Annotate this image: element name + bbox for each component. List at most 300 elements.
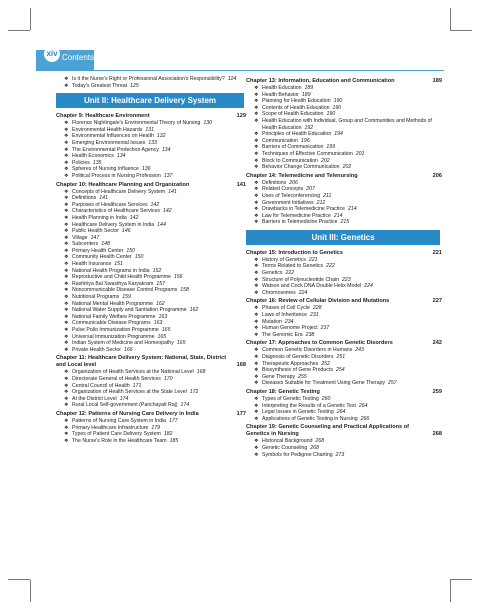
diamond-bullet-icon: ❖ [254,438,259,445]
chapter-heading[interactable] [56,411,246,418]
entry-page-number: 172 [189,389,199,396]
diamond-bullet-icon: ❖ [254,402,259,409]
diamond-bullet-icon: ❖ [64,76,69,82]
toc-entry[interactable] [56,235,246,242]
entry-title: Communication [262,137,299,144]
chapter-title: Chapter 18: Genetic Testing [246,388,320,395]
toc-entry[interactable] [246,396,442,403]
entry-title: Organization of Health Services at the National Level [72,369,194,376]
diamond-bullet-icon: ❖ [254,179,259,186]
entry-page-number: 190 [333,98,343,105]
entry-page-number: 134 [116,153,126,160]
crop-mark [30,580,31,602]
diamond-bullet-icon: ❖ [64,294,69,301]
diamond-bullet-icon: ❖ [254,91,259,98]
toc-entry[interactable] [246,92,442,99]
toc-entry[interactable] [56,376,246,383]
toc-entry[interactable] [56,195,246,202]
toc-entry[interactable] [56,431,246,438]
diamond-bullet-icon: ❖ [254,415,259,422]
diamond-bullet-icon: ❖ [254,85,259,91]
chapter-title: Chapter 14: Telemedicine and Telenursing [246,172,358,179]
entry-page-number: 131 [145,126,155,133]
entry-page-number: 125 [130,82,139,89]
toc-entry[interactable] [246,193,442,200]
diamond-bullet-icon: ❖ [64,320,69,327]
entry-title: Organization of Health Services at the State Level [72,389,187,396]
toc-entry[interactable] [246,111,442,118]
diamond-bullet-icon: ❖ [254,117,259,124]
diamond-bullet-icon: ❖ [64,340,69,347]
toc-entry[interactable] [246,200,442,207]
chapter-heading[interactable] [246,173,442,180]
diamond-bullet-icon: ❖ [254,367,259,374]
toc-entry[interactable] [246,374,442,381]
diamond-bullet-icon: ❖ [254,157,259,164]
entry-title: Today's Greatest Threat [72,82,128,89]
entry-title: Biosynthesis of Gene Products [262,367,333,374]
toc-left-column [56,76,246,444]
entry-page-number: 185 [169,437,179,444]
toc-entry[interactable] [56,76,246,83]
chapter-title: Chapter 9: Healthcare Environment [56,113,150,120]
entry-page-number: 206 [289,179,298,186]
entry-title: Environmental Influences on Health [72,133,154,140]
entry-title: Diagnosis of Genetic Disorders [262,354,334,360]
entry-title: Directorate General of Health Services [72,375,161,382]
entry-page-number: 196 [301,137,310,144]
entry-title: Policies [72,159,90,166]
entry-title: Health Planning in India [72,214,127,221]
diamond-bullet-icon: ❖ [64,188,69,195]
entry-title: Mutation [262,318,282,325]
entry-title: Political Process in Nursing Profession [72,172,161,179]
chapter-heading[interactable] [246,78,442,85]
entry-title: Diseases Suitable for Treatment Using Gene Therapy [262,380,386,387]
entry-title: Legal Issues in Genetic Testing [262,409,334,416]
chapter-title: Chapter 16: Review of Cellular Division and Mutations [246,298,390,305]
toc-entry[interactable] [56,301,246,308]
chapter-heading[interactable] [56,355,246,369]
entry-title: Phases of Cell Cycle [262,305,310,312]
toc-entry[interactable] [56,166,246,173]
entry-title: Health Behavior [262,91,299,98]
toc-entry[interactable] [246,332,442,339]
diamond-bullet-icon: ❖ [254,219,259,226]
diamond-bullet-icon: ❖ [254,111,259,118]
entry-title: Florence Nightingale's Environmental Theory of Nursing [72,120,201,127]
entry-page-number: 179 [151,424,161,431]
diamond-bullet-icon: ❖ [254,409,259,416]
diamond-bullet-icon: ❖ [64,274,69,281]
toc-entry[interactable] [56,208,246,215]
toc-entry[interactable] [246,277,442,284]
toc-entry[interactable] [246,85,442,92]
entry-title: Private Health Sector [72,346,122,353]
diamond-bullet-icon: ❖ [254,318,259,325]
toc-entry[interactable] [246,452,442,459]
entry-title: Health Education [262,85,302,91]
entry-title: The Nurse's Role in the Healthcare Team [72,437,167,444]
entry-page-number: 202 [320,157,330,164]
diamond-bullet-icon: ❖ [254,451,259,458]
diamond-bullet-icon: ❖ [254,276,259,283]
entry-page-number: 124 [227,76,237,82]
diamond-bullet-icon: ❖ [254,347,259,354]
toc-entry[interactable] [56,389,246,396]
entry-page-number: 199 [326,144,336,151]
toc-entry[interactable] [56,383,246,390]
entry-title: Central Council of Health [72,382,130,389]
toc-entry[interactable] [246,416,442,423]
entry-page-number: 162 [156,300,165,307]
entry-page-number: 194 [334,131,343,138]
toc-entry[interactable] [56,334,246,341]
entry-page-number: 151 [114,261,123,268]
entry-title: Nutritional Programs [72,294,120,301]
entry-page-number: 266 [360,415,370,422]
unit-heading: Unit II: Healthcare Delivery System [56,93,244,108]
entry-page-number: 141 [168,188,177,195]
entry-page-number: 238 [305,331,315,338]
entry-title: At the District Level [72,395,117,402]
toc-entry[interactable] [56,418,246,425]
entry-page-number: 174 [119,395,129,402]
entry-title: Emerging Environmental Issues [72,139,146,146]
entry-title: Government Initiatives [262,199,314,206]
chapter-page-number: 206 [432,172,442,179]
entry-page-number: 144 [157,221,166,228]
entry-title: Laws of Inheritance [262,312,307,319]
entry-page-number: 268 [315,438,325,445]
entry-page-number: 215 [340,219,350,226]
diamond-bullet-icon: ❖ [64,214,69,221]
entry-page-number: 170 [163,375,173,382]
entry-page-number: 273 [335,451,345,458]
entry-page-number: 264 [336,409,346,416]
diamond-bullet-icon: ❖ [64,234,69,241]
entry-page-number: 224 [298,289,308,296]
chapter-page-number: 259 [432,388,442,395]
chapter-page-number: 177 [236,410,246,417]
entry-title: Primary Healthcare Infrastructure [72,424,149,431]
toc-entry[interactable] [56,307,246,314]
diamond-bullet-icon: ❖ [64,333,69,340]
diamond-bullet-icon: ❖ [64,280,69,287]
diamond-bullet-icon: ❖ [64,375,69,382]
chapter-heading[interactable] [246,250,442,257]
toc-entry[interactable] [56,287,246,294]
entry-title: Health Education with Individual, Group and Communities and Methods of Health Education [262,117,432,131]
entry-title: Law for Telemedicine Practice [262,212,331,219]
toc-entry[interactable] [246,263,442,270]
toc-entry[interactable] [246,403,442,410]
crop-mark [30,8,31,30]
page-number: xiv [44,46,60,62]
toc-entry[interactable] [246,445,442,452]
diamond-bullet-icon: ❖ [64,126,69,133]
toc-entry[interactable] [246,105,442,112]
entry-title: Therapeutic Approaches [262,360,319,367]
diamond-bullet-icon: ❖ [254,373,259,380]
entry-page-number: 141 [99,195,108,202]
toc-entry[interactable] [246,180,442,187]
toc-entry[interactable] [56,438,246,445]
entry-title: Types of Patient Care Delivery System [72,431,161,438]
crop-mark [450,8,451,30]
entry-page-number: 135 [92,159,102,166]
diamond-bullet-icon: ❖ [254,104,259,111]
entry-title: Contents of Health Education [262,104,330,111]
diamond-bullet-icon: ❖ [254,192,259,199]
toc-entry[interactable] [56,160,246,167]
chapter-heading[interactable] [246,389,442,396]
entry-page-number: 174 [180,402,190,409]
diamond-bullet-icon: ❖ [254,312,259,319]
toc-entry[interactable] [56,147,246,154]
toc-entry[interactable] [56,228,246,235]
chapter-heading[interactable] [246,424,442,438]
entry-title: Health Insurance [72,261,112,268]
entry-page-number: 190 [332,104,342,111]
entry-page-number: 166 [124,346,133,353]
entry-page-number: 243 [355,347,364,354]
entry-page-number: 222 [326,263,335,270]
toc-entry[interactable] [56,425,246,432]
toc-entry[interactable] [246,118,442,131]
entry-page-number: 223 [342,276,351,283]
toc-entry[interactable] [246,361,442,368]
toc-entry[interactable] [56,173,246,180]
entry-page-number: 264 [358,402,368,409]
toc-entry[interactable] [246,158,442,165]
diamond-bullet-icon: ❖ [64,431,69,438]
entry-page-number: 201 [355,150,365,157]
entry-page-number: 189 [304,85,314,91]
toc-entry[interactable] [56,127,246,134]
toc-entry[interactable] [246,138,442,145]
entry-page-number: 268 [310,444,319,451]
diamond-bullet-icon: ❖ [64,201,69,208]
toc-entry[interactable] [246,438,442,445]
toc-entry[interactable] [246,144,442,151]
diamond-bullet-icon: ❖ [64,287,69,294]
entry-page-number: 168 [196,369,206,376]
unit-heading: Unit III: Genetics [246,230,440,245]
toc-entry[interactable] [246,325,442,332]
entry-page-number: 251 [336,354,346,360]
toc-entry[interactable] [56,369,246,376]
entry-title: Behavior Change Communication [262,164,340,171]
entry-title: Structure of Polynucleotide Chain [262,276,339,283]
entry-page-number: 163 [153,320,163,327]
entry-title: Patterns of Nursing Care System in India [72,417,166,424]
diamond-bullet-icon: ❖ [254,360,259,367]
toc-entry[interactable] [56,261,246,268]
entry-title: Applications of Genetic Testing in Nursing [262,415,358,422]
diamond-bullet-icon: ❖ [64,267,69,274]
toc-entry[interactable] [56,254,246,261]
toc-entry[interactable] [246,380,442,387]
entry-title: Concepts of Healthcare Delivery System [72,188,166,195]
toc-entry[interactable] [246,151,442,158]
entry-page-number: 222 [285,270,295,277]
chapter-page-number: 268 [432,431,442,438]
chapter-page-number: 189 [432,78,442,84]
entry-title: Characteristics of Healthcare Services [72,208,160,215]
diamond-bullet-icon: ❖ [64,417,69,424]
chapter-title: Chapter 19: Genetic Counseling and Practical Applications of Genetics in Nursing [246,424,409,438]
chapter-title: Chapter 13: Information, Education and Communication [246,78,395,84]
toc-entry[interactable] [56,340,246,347]
entry-title: Common Genetic Disorders in Humans [262,347,353,354]
entry-title: Rural Local Self-government (Panchayati Raj) [72,402,178,409]
entry-title: Scope of Health Education [262,111,324,118]
toc-entry[interactable] [56,241,246,248]
diamond-bullet-icon: ❖ [64,395,69,402]
entry-title: Block to Communication [262,157,318,164]
entry-title: Genetic Counseling [262,444,308,451]
toc-entry[interactable] [56,314,246,321]
toc-entry[interactable] [246,409,442,416]
toc-entry[interactable] [246,213,442,220]
entry-title: Human Genome Project [262,325,318,332]
toc-entry[interactable] [56,294,246,301]
diamond-bullet-icon: ❖ [64,139,69,146]
toc-entry[interactable] [246,290,442,297]
toc-entry[interactable] [246,206,442,213]
chapter-heading[interactable] [56,113,246,120]
diamond-bullet-icon: ❖ [64,208,69,215]
entry-page-number: 134 [161,146,171,153]
entry-page-number: 214 [347,206,357,213]
entry-page-number: 211 [323,192,332,199]
entry-title: Related Concepts [262,186,304,193]
diamond-bullet-icon: ❖ [254,395,259,402]
toc-entry[interactable] [246,219,442,226]
toc-entry[interactable] [246,270,442,277]
toc-entry[interactable] [56,281,246,288]
chapter-page-number: 129 [236,113,246,120]
toc-entry[interactable] [56,120,246,127]
toc-entry[interactable] [56,248,246,255]
diamond-bullet-icon: ❖ [254,206,259,213]
toc-entry[interactable] [56,215,246,222]
entry-title: Indian System of Medicine and Homeopathy [72,340,174,347]
entry-page-number: 228 [312,305,322,312]
toc-entry[interactable] [56,268,246,275]
diamond-bullet-icon: ❖ [64,221,69,228]
entry-title: Principles of Health Education [262,131,332,138]
entry-title: Noncommunicable Disease Control Programs [72,287,178,294]
diamond-bullet-icon: ❖ [254,380,259,387]
diamond-bullet-icon: ❖ [64,172,69,179]
diamond-bullet-icon: ❖ [64,159,69,166]
toc-entry[interactable] [56,133,246,140]
entry-page-number: 234 [284,318,294,325]
toc-entry[interactable] [56,189,246,196]
diamond-bullet-icon: ❖ [254,144,259,151]
entry-title: Definitions [262,179,287,186]
diamond-bullet-icon: ❖ [254,263,259,270]
chapter-title: Chapter 11: Healthcare Delivery System: National, State, District and Local level [56,355,227,369]
entry-title: Barriers of Communication [262,144,324,151]
toc-entry[interactable] [246,131,442,138]
entry-title: National Water Supply and Sanitation Programme [72,307,187,314]
toc-entry[interactable] [56,320,246,327]
entry-title: National Health Programs in India [72,267,150,274]
diamond-bullet-icon: ❖ [64,195,69,202]
toc-entry[interactable] [246,347,442,354]
entry-page-number: 189 [301,91,311,98]
entry-title: Community Health Center [72,254,132,261]
chapter-heading[interactable] [56,182,246,189]
toc-entry[interactable] [246,186,442,193]
toc-entry[interactable] [246,319,442,326]
diamond-bullet-icon: ❖ [254,270,259,277]
chapter-title: Chapter 10: Healthcare Planning and Organization [56,181,190,188]
toc-entry[interactable] [56,153,246,160]
toc-entry[interactable] [246,257,442,264]
diamond-bullet-icon: ❖ [254,199,259,206]
toc-entry[interactable] [56,274,246,281]
diamond-bullet-icon: ❖ [64,382,69,389]
chapter-heading[interactable] [246,340,442,347]
toc-entry[interactable] [246,354,442,361]
diamond-bullet-icon: ❖ [254,131,259,138]
toc-entry[interactable] [246,98,442,105]
toc-entry[interactable] [56,327,246,334]
chapter-heading[interactable] [246,298,442,305]
entry-page-number: 142 [150,201,160,208]
toc-entry[interactable] [56,347,246,354]
diamond-bullet-icon: ❖ [254,289,259,296]
diamond-bullet-icon: ❖ [254,331,259,338]
entry-page-number: 221 [308,256,318,263]
toc-entry[interactable] [56,83,246,90]
entry-title: Pulse Polio Immunization Programme [72,327,159,333]
diamond-bullet-icon: ❖ [64,241,69,248]
toc-entry[interactable] [56,396,246,403]
toc-entry[interactable] [246,312,442,319]
toc-entry[interactable] [56,202,246,209]
entry-title: Purposes of Healthcare Services [72,201,148,208]
toc-entry[interactable] [246,305,442,312]
entry-page-number: 142 [129,214,139,221]
diamond-bullet-icon: ❖ [64,166,69,173]
toc-entry[interactable] [246,367,442,374]
toc-entry[interactable] [56,402,246,409]
entry-title: National Mental Health Programme [72,300,154,307]
entry-title: Health Economics [72,153,114,160]
toc-entry[interactable] [246,283,442,290]
diamond-bullet-icon: ❖ [64,313,69,320]
entry-title: Universal Immunization Programme [72,333,155,340]
diamond-bullet-icon: ❖ [254,186,259,193]
diamond-bullet-icon: ❖ [64,437,69,444]
entry-page-number: 132 [156,133,166,140]
toc-entry[interactable] [56,222,246,229]
entry-title: Rashtriya Bal Swasthya Karyakram [72,280,154,287]
toc-entry[interactable] [246,164,442,171]
diamond-bullet-icon: ❖ [64,327,69,333]
entry-title: Spheres of Nursing Influence [72,166,139,173]
crop-mark [450,580,451,602]
entry-title: Reproductive and Child Health Programme [72,274,171,281]
entry-page-number: 150 [134,254,144,261]
toc-entry[interactable] [56,140,246,147]
entry-title: Public Health Sector [72,228,119,235]
